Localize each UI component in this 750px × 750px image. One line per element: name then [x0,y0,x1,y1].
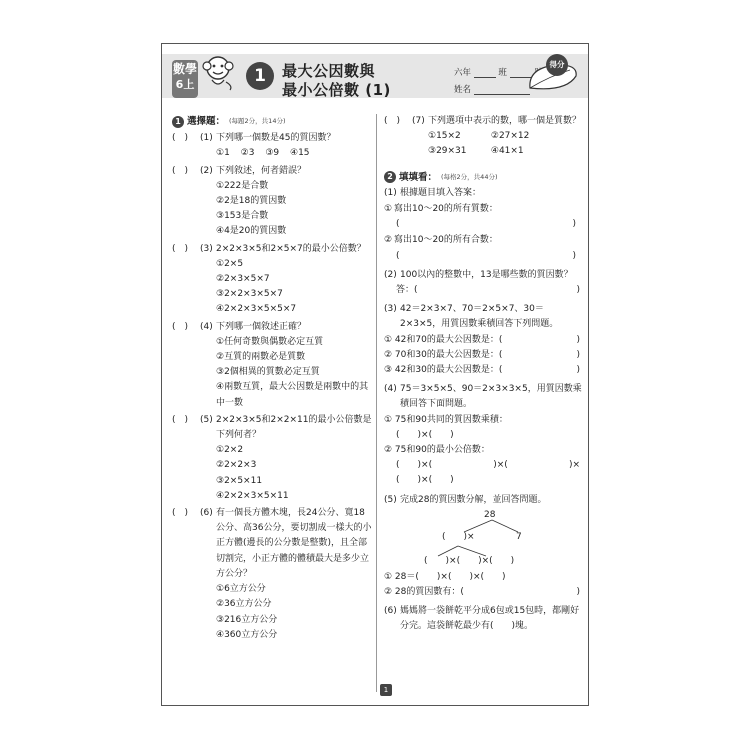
answer-blank[interactable]: ( )×( ) [396,429,454,440]
class-field-label: 班 [498,68,507,78]
option: ③153是合數 [216,211,269,222]
answer-blank[interactable]: ( ) [172,414,189,425]
question-text: 下列敘述，何者錯誤？ [216,165,307,176]
question-text: 75＝3×5×5、90＝2×3×3×5，用質因數乘積回答下面問題。 [400,384,582,410]
option: ④2×2×3×5×11 [216,490,289,501]
section1-heading [172,114,372,129]
blank-part: ( )×( [396,460,433,471]
question-text: 100以內的整數中，13是哪些數的質因數？ [400,269,573,280]
option: ②27×12 [490,131,530,142]
question-text: 下列哪一個數是45的質因數？ [216,133,336,144]
section1-score-note: (每題2分，共14分) [229,117,286,125]
monkey-mascot-icon [200,52,236,92]
question-7-options-row-1 [384,129,584,144]
sub-text: 寫出10～20的所有合數： [394,235,498,246]
fill-item[interactable] [384,333,584,348]
question-number: (4) [384,384,397,395]
factor-tree [394,508,584,570]
open-paren: ( [396,219,400,230]
answer-blank[interactable]: ( ) [172,133,189,144]
answer-blank[interactable]: ( ) [384,116,401,126]
option: ②2是18的質因數 [216,196,287,207]
name-blank[interactable] [474,85,530,95]
question-text: 媽媽將一袋餅乾平分成6包或15包時，都剛好分完。這袋餅乾最少有( )塊。 [400,606,580,632]
fill-item[interactable] [384,585,584,600]
question-6 [172,506,372,582]
unit-number-badge: 1 [246,62,274,90]
question-number: (7) [412,116,425,126]
question-number: (4) [200,321,213,332]
option: ④15 [290,148,310,159]
grade-label: 6上 [175,78,195,91]
option: ④兩數互質，最大公因數是兩數中的其中一數 [216,382,369,408]
sub-text: 寫出10～20的所有質數： [394,204,498,215]
option: ①1 [216,148,230,159]
option: ②36立方公分 [216,599,272,610]
tree-blank[interactable]: ( )× [442,531,475,542]
option: ④4是20的質因數 [216,226,287,237]
fill-item[interactable] [384,348,584,363]
tree-leaf: 7 [516,531,522,542]
answer-blank[interactable]: ( ) [172,165,189,176]
name-info-line [454,83,530,95]
question-text: 2×2×3×5和2×5×7的最小公倍數？ [216,243,366,254]
question-4 [172,320,372,335]
answer-blank[interactable] [384,217,584,232]
option: ①2×2 [216,445,244,456]
option: ①2×5 [216,258,244,269]
option: ③9 [265,148,280,159]
option: ②2×3×5×7 [216,274,270,285]
section1-title: 選擇題： [187,116,226,127]
answer-label: 答：( [396,285,418,296]
answer-blank[interactable]: ( ) [172,508,189,519]
worksheet-page [161,43,589,706]
subject-tag [172,60,198,98]
name-field-label: 姓名 [454,85,472,95]
class-blank[interactable] [474,68,496,78]
option: ③2×5×11 [216,475,263,486]
item-text: ③ 42和30的最大公因數是：( [384,365,503,376]
answer-blank[interactable]: ( ) [172,321,189,332]
grade-field-label: 六年 [454,68,472,78]
title-line-2: 最小公倍數 (1) [282,81,391,99]
right-column [384,112,584,635]
answer-blank[interactable] [384,458,584,473]
option: ②2×2×3 [216,460,257,471]
page-number: 1 [380,684,392,696]
question-text: 有一個長方體木塊，長24公分、寬18公分、高36公分，要切割成一樣大的小正方體(邊長的公分數是整數)，且全部切割完，小正方體的體積最大是多少立方公分？ [216,508,372,579]
fill-item[interactable]: ① 28＝( )×( )×( ) [384,571,506,582]
answer-blank[interactable] [384,283,584,298]
question-7 [384,114,584,129]
open-paren: ( [396,250,400,261]
tree-blank[interactable]: ( )×( )×( ) [424,555,515,566]
blank-part: )× [568,460,580,471]
sub-number: ② [384,235,393,246]
fill-question-6 [384,604,584,634]
tree-root: 28 [484,509,496,520]
option: ②互質的兩數必是質數 [216,352,306,363]
option: ③2×2×3×5×7 [216,289,283,300]
answer-blank[interactable]: ( ) [172,243,189,254]
fill-question-5 [384,493,584,508]
section2-title: 填填看： [399,171,438,183]
option: ①任何奇數與偶數必定互質 [216,336,324,347]
option: ②3 [240,148,255,159]
title-line-1: 最大公因數與 [282,62,376,80]
fill-question-1 [384,186,584,201]
section2-heading [384,170,584,185]
question-2 [172,164,372,179]
item-text: ② 28的質因數有：( [384,587,464,598]
question-text: 下列選項中表示的數，哪一個是質數？ [428,116,582,126]
blank-part: )×( [493,460,508,471]
question-number: (3) [200,243,213,254]
question-text: 2×2×3×5和2×2×11的最小公倍數是下列何者？ [216,414,372,441]
question-3 [172,242,372,257]
item-text: ① 42和70的最大公因數是：( [384,334,503,345]
question-number: (1) [384,187,397,198]
section2-number: 2 [384,171,396,183]
close-paren: ) [572,219,576,230]
left-column [172,112,372,643]
fill-question-3 [384,302,584,332]
column-divider [376,114,377,692]
question-number: (6) [384,606,397,617]
question-text: 42＝2×3×7、70＝2×5×7、30＝2×3×5，用質因數乘積回答下列問題。 [400,304,559,330]
question-text: 下列哪一個敘述正確？ [216,321,307,332]
close-paren: ) [576,587,580,598]
question-number: (3) [384,304,397,315]
question-text: 完成28的質因數分解，並回答問題。 [400,494,547,505]
question-number: (2) [200,165,213,176]
subject-label: 數學 [172,62,197,76]
option: ④41×1 [490,146,524,157]
option: ①6立方公分 [216,584,266,595]
question-number: (5) [384,494,397,505]
question-number: (6) [200,508,213,519]
option: ①222是合數 [216,180,269,191]
close-paren: ) [572,250,576,261]
question-7-options-row-2 [384,144,584,159]
answer-blank[interactable] [384,249,584,264]
sub-number: ① [384,204,393,215]
section1-number: 1 [172,116,184,128]
fill-question-2 [384,268,584,283]
option: ④360立方公分 [216,629,278,640]
item-text: ② 70和30的最大公因數是：( [384,349,503,360]
fill-item[interactable] [384,363,584,378]
question-5 [172,413,372,443]
sub-text: ② 75和90的最小公倍數： [384,445,490,456]
option: ①15×2 [428,131,461,142]
question-1-options [172,146,372,161]
close-paren: ) [576,285,580,296]
option: ③29×31 [428,146,467,157]
answer-blank[interactable]: ( )×( ) [396,475,454,486]
question-number: (1) [200,133,213,144]
option: ④2×2×3×5×5×7 [216,304,297,315]
close-paren: ) [576,349,580,360]
close-paren: ) [576,365,580,376]
close-paren: ) [576,334,580,345]
question-number: (5) [200,414,213,425]
option: ③2個相異的質數必定互質 [216,367,320,378]
worksheet-header [162,44,588,106]
question-1 [172,131,372,146]
fill-question-4 [384,382,584,412]
question-text: 根據題目填入答案： [400,187,482,198]
fill-question-1a [384,202,584,217]
sub-text: ① 75和90共同的質因數乘積： [384,414,508,425]
score-badge: 得分 [546,54,568,76]
question-number: (2) [384,269,397,280]
option: ③216立方公分 [216,614,278,625]
fill-question-1b [384,233,584,248]
section2-score-note: (每格2分，共44分) [441,172,498,181]
